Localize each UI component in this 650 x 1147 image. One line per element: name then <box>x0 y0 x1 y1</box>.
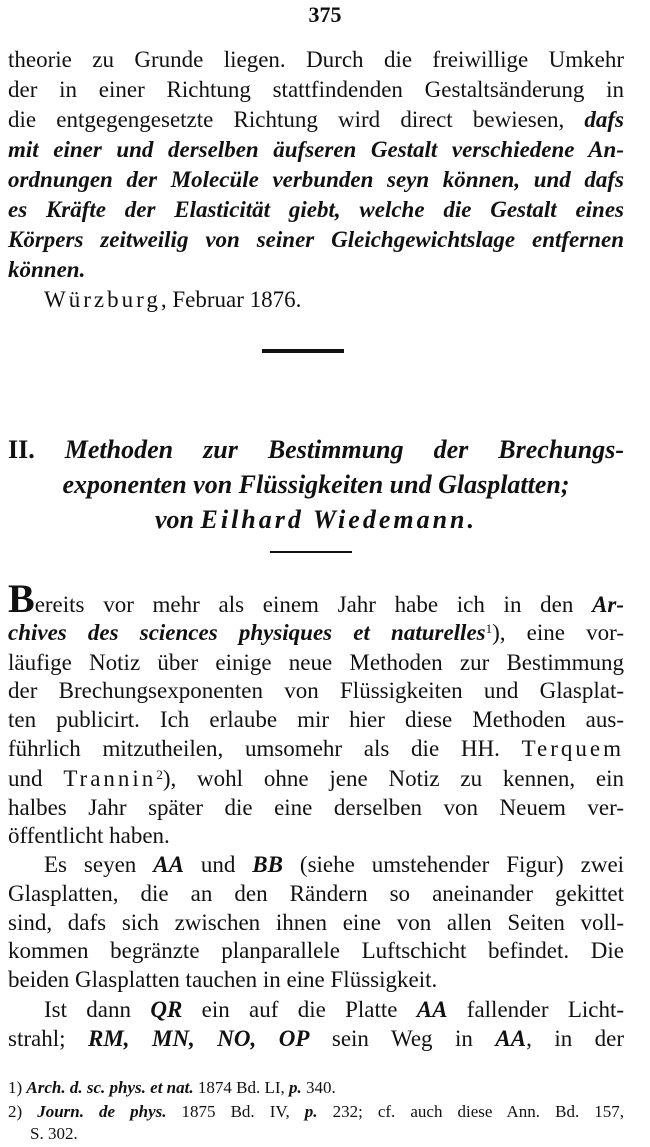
para2-line-3: läufige Notiz über einige neue Methoden zur Bestimmung <box>8 650 624 675</box>
para2-line-6: führlich mitzutheilen, umsomehr als die HH. Terquem <box>8 736 625 761</box>
signature: Würzburg, Februar 1876. <box>44 287 302 312</box>
page-number: 375 <box>308 2 342 27</box>
para1-line-8: können. <box>8 257 86 282</box>
para4-line-2: strahl; RM, MN, NO, OP sein Weg in AA, in der <box>8 1026 625 1051</box>
para1-line-3: die entgegengesetzte Richtung wird direct bewiesen, dafs <box>8 107 624 132</box>
para2-line-1: Bereits vor mehr als einem Jahr habe ich in den Ar- <box>8 576 625 621</box>
footnote-ref-1: 1 <box>485 621 493 636</box>
para1-line-4: mit einer und derselben äufseren Gestalt verschiedene An- <box>8 137 624 162</box>
drop-cap: B <box>8 576 35 621</box>
para1-line-1: theorie zu Grunde liegen. Durch die freiwillige Umkehr <box>8 47 624 72</box>
footnote-ref-2: 2 <box>156 767 163 782</box>
para3-line-3: sind, dafs sich zwischen ihnen eine von allen Seiten voll- <box>8 910 624 935</box>
para2-line-9: öffentlicht haben. <box>8 823 170 848</box>
para2-line-5: ten publicirt. Ich erlaube mir hier diese Methoden aus- <box>8 707 624 732</box>
footnote-2-continued: S. 302. <box>30 1124 78 1143</box>
para3-line-2: Glasplatten, die an den Rändern so aneinander gekittet <box>8 881 624 906</box>
para1-line-6: es Kräfte der Elasticität giebt, welche die Gestalt eines <box>8 197 624 222</box>
article-author-line: von Eilhard Wiedemann. <box>155 505 477 534</box>
para3-line-1: Es seyen AA und BB (siehe umstehender Figur) zwei <box>44 852 625 877</box>
para2-line-8: halbes Jahr später die eine derselben von Neuem ver- <box>8 795 624 820</box>
article-title-line-1: II. Methoden zur Bestimmung der Brechungs- <box>8 435 624 464</box>
para3-line-4: kommen begränzte planparallele Luftschicht befindet. Die <box>8 938 624 963</box>
article-title-line-2: exponenten von Flüssigkeiten und Glasplatten; <box>62 470 570 499</box>
footnote-1: 1) Arch. d. sc. phys. et nat. 1874 Bd. LI, p. 340. <box>8 1078 336 1097</box>
para2-line-7: und Trannin$^2$), wohl ohne jene Notiz zu kennen, ein <box>8 766 624 791</box>
para3-line-5: beiden Glasplatten tauchen in eine Flüssigkeit. <box>8 967 438 992</box>
section-divider <box>262 349 344 353</box>
footnote-2: 2) Journ. de phys. 1875 Bd. IV, p. 232; cf. auch diese Ann. Bd. 157, <box>8 1102 624 1121</box>
para2-line-2: chives des sciences physiques et naturelles$^1$), eine vor- <box>8 620 625 645</box>
para1-line-2: der in einer Richtung stattfindenden Gestaltsänderung in <box>8 77 624 102</box>
title-divider <box>270 551 352 553</box>
para1-line-5: ordnungen der Molecüle verbunden seyn können, und dafs <box>8 167 624 192</box>
para4-line-1: Ist dann QR ein auf die Platte AA fallender Licht- <box>44 997 625 1022</box>
para2-line-4: der Brechungsexponenten von Flüssigkeiten und Glasplat- <box>8 678 624 703</box>
para1-line-7: Körpers zeitweilig von seiner Gleichgewichtslage entfernen <box>8 227 624 252</box>
